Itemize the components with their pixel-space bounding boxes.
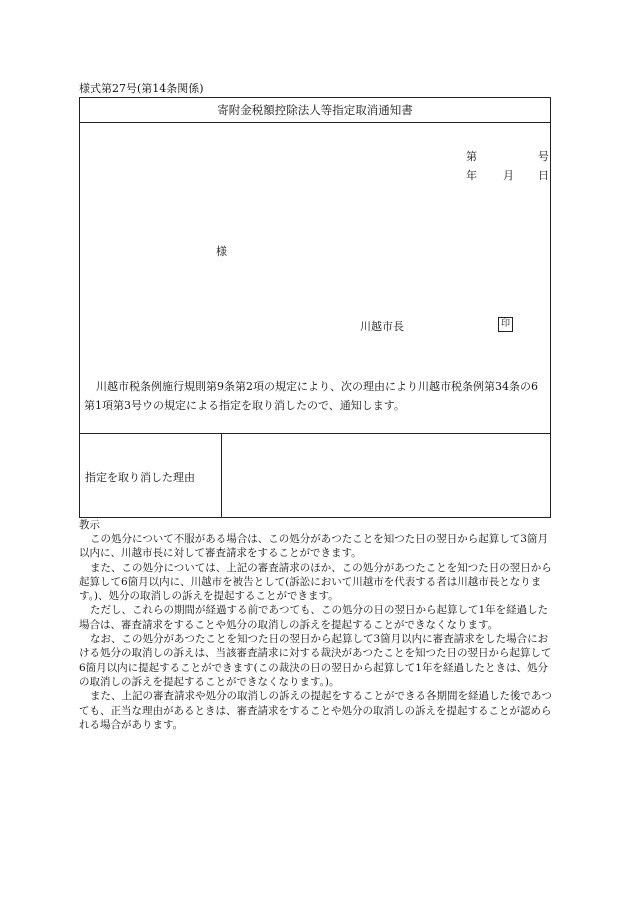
date-day: 日 [538,169,549,182]
seal-mark: 印 [498,317,513,332]
document-title: 寄附金税額控除法人等指定取消通知書 [80,98,550,123]
recipient-suffix: 様 [216,245,227,258]
notes-heading: 教示 [79,519,100,531]
reason-value-cell[interactable] [222,434,550,517]
number-prefix: 第 [466,150,477,163]
appeal-notes [79,518,553,732]
number-suffix: 号 [538,150,549,163]
note-paragraph: また、この処分については、上記の審査請求のほか、この処分があつたことを知つた日の翌日から起算して6箇月以内に、川越市を被告として(訴訟において川越市を代表する者は川越市長となります。)、処分の取消しの訴えを提起することができます。 [79,561,552,603]
issuer-name: 川越市長 [360,320,404,333]
reason-row [80,433,550,517]
reason-label: 指定を取り消した理由 [85,471,195,484]
note-paragraph: なお、この処分があつたことを知つた日の翌日から起算して3箇月以内に審査請求をした場合における処分の取消しの訴えは、当該審査請求に対する裁決があつたことを知つた日の翌日から起算して6箇月以内に提起することができます(この裁決の日の翌日から起算して1年を経過したときは、処分の取消しの訴えを提起することができなくなります。)。 [79,633,552,688]
date-year: 年 [466,169,477,182]
date-month: 月 [503,169,514,182]
form-label: 様式第27号(第14条関係) [79,82,204,95]
note-paragraph: ただし、これらの期間が経過する前であつても、この処分の日の翌日から起算して1年を経過した場合は、審査請求をすることや処分の取消しの訴えを提起することができなくなります。 [79,604,549,631]
reason-label-cell [80,434,222,517]
notice-body-text: 川越市税条例施行規則第9条第2項の規定により、次の理由により川越市税条例第34条の6第1項第3号ウの規定による指定を取り消したので、通知します。 [84,380,538,412]
note-paragraph: また、上記の審査請求や処分の取消しの訴えの提起をすることができる各期間を経過した後であつても、正当な理由があるときは、審査請求をすることや処分の取消しの訴えを提起することが認められる場合があります。 [79,690,552,731]
notice-frame [79,97,551,518]
note-paragraph: この処分について不服がある場合は、この処分があつたことを知つた日の翌日から起算して3箇月以内に、川越市長に対して審査請求をすることができます。 [79,533,548,560]
